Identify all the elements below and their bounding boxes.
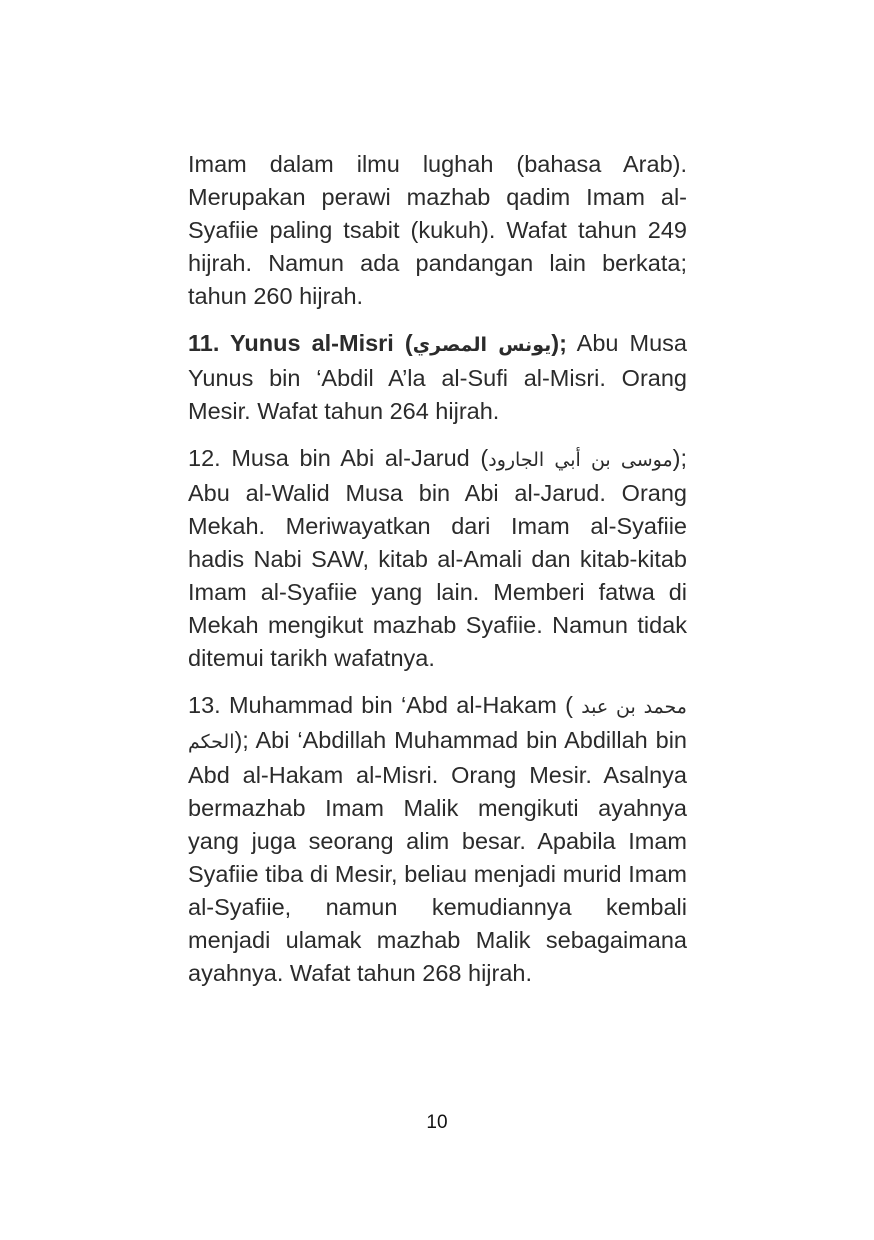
entry-heading: 12. Musa bin Abi al-Jarud ( <box>188 445 489 471</box>
arabic-name: يونس المصري <box>412 334 552 356</box>
entry-text: Abu Musa Yunus bin ‘Abdil A’la al-Sufi al-Misri. Orang Mesir. Wafat tahun 264 hijrah. <box>188 330 687 424</box>
entry-heading: 11. Yunus al-Misri ( <box>188 330 413 356</box>
paragraph-text: Imam dalam ilmu lughah (bahasa Arab). Merupakan perawi mazhab qadim Imam al-Syafiie paling tsabit (kukuh). Wafat tahun 249 hijrah. Namun ada pandangan lain berkata; tahun 260 hijrah. <box>188 151 687 309</box>
entry-heading: 13. Muhammad bin ‘Abd al-Hakam ( <box>188 692 582 718</box>
arabic-name: موسى بن أبي الجارود <box>488 449 673 471</box>
entry-heading-close: ); <box>672 445 687 471</box>
entry-heading-close: ); <box>234 727 249 753</box>
entry-13-muhammad-bin-abd-al-hakam <box>188 689 687 990</box>
page-body <box>188 148 687 990</box>
entry-11-yunus-al-misri <box>188 327 687 428</box>
entry-12-musa-bin-abi-al-jarud <box>188 442 687 675</box>
entry-text: Abi ‘Abdillah Muhammad bin Abdillah bin Abd al-Hakam al-Misri. Orang Mesir. Asalnya bermazhab Imam Malik mengikuti ayahnya yang juga seorang alim besar. Apabila Imam Syafiie tiba di Mesir, beliau menjadi murid Imam al-Syafiie, namun kemudiannya kembali menjadi ulamak mazhab Malik sebagaimana ayahnya. Wafat tahun 268 hijrah. <box>188 727 687 986</box>
entry-heading-close: ); <box>551 330 567 356</box>
arabic-name: محمد بن عبد الحكم <box>188 696 687 753</box>
page-number: 10 <box>426 1112 448 1133</box>
paragraph-continuation <box>188 148 687 313</box>
entry-text: Abu al-Walid Musa bin Abi al-Jarud. Orang Mekah. Meriwayatkan dari Imam al-Syafiie hadis Nabi SAW, kitab al-Amali dan kitab-kitab Imam al-Syafiie yang lain. Memberi fatwa di Mekah mengikut mazhab Syafiie. Namun tidak ditemui tarikh wafatnya. <box>188 480 687 671</box>
